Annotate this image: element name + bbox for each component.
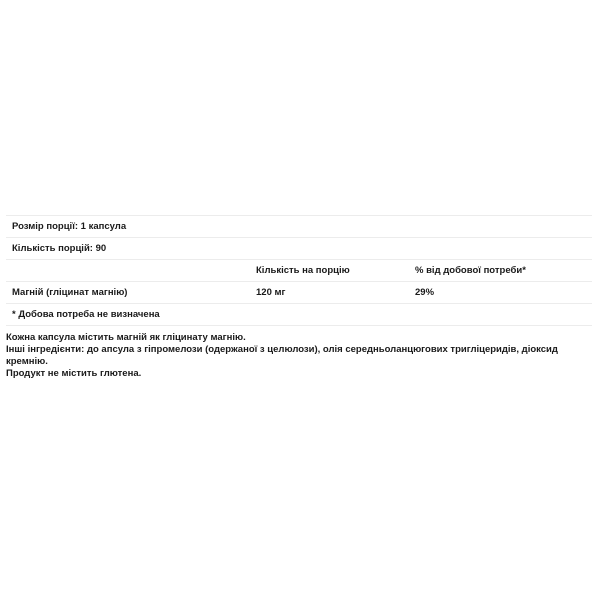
footnote-row	[6, 304, 592, 326]
serving-size-row	[6, 216, 592, 238]
gluten-free-note: Продукт не містить глютена.	[6, 368, 142, 379]
serving-size: Розмір порції: 1 капсула	[12, 221, 127, 232]
table-row	[6, 282, 592, 304]
nutrient-name: Магній (гліцинат магнію)	[12, 287, 128, 298]
supplement-facts-table	[6, 215, 592, 326]
table-header-row	[6, 260, 592, 282]
daily-value-header: % від добової потреби*	[415, 265, 526, 276]
servings-count: Кількість порцій: 90	[12, 243, 107, 254]
servings-count-row	[6, 238, 592, 260]
nutrient-amount: 120 мг	[256, 287, 286, 298]
capsule-contents-note: Кожна капсула містить магній як гліцинату магнію.	[6, 332, 246, 343]
amount-per-serving-header: Кількість на порцію	[256, 265, 350, 276]
other-ingredients-note: Інші інгредієнти: до апсула з гіпромелози (одержаної з целюлози), олія середньоланцюгових тригліцеридів, діоксид кремнію.	[6, 344, 558, 367]
daily-value-footnote: * Добова потреба не визначена	[12, 309, 160, 320]
nutrient-daily-value: 29%	[415, 287, 435, 298]
product-notes	[6, 332, 566, 380]
